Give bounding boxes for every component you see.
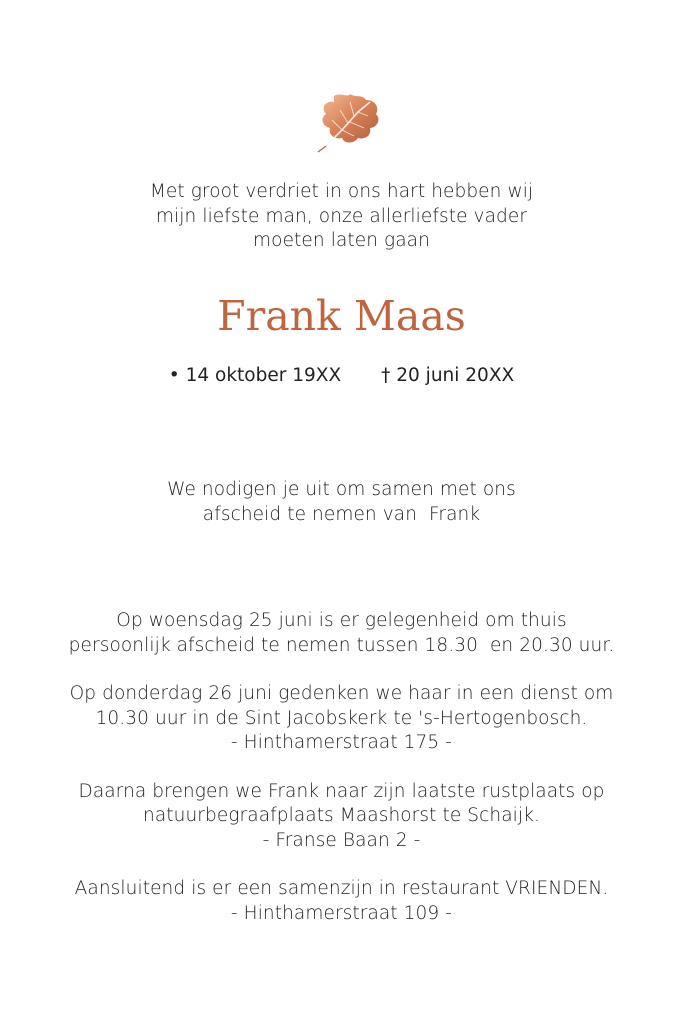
life-dates (0, 364, 683, 388)
intro-line-1: Met groot verdriet in ons hart hebben wij (149, 181, 534, 202)
reception-line-1: Aansluitend is er een samenzijn in restaurant VRIENDEN. (74, 878, 609, 899)
service-line-1: Op donderdag 26 juni gedenken we haar in een dienst om (69, 683, 614, 704)
invite-line-1: We nodigen je uit om samen met ons (167, 479, 516, 500)
deceased-name: Frank Maas (217, 292, 466, 340)
visit-line-2: persoonlijk afscheid te nemen tussen 18.30 en 20.30 uur. (68, 634, 615, 656)
visit-line-1: Op woensdag 25 juni is er gelegenheid om thuis (116, 610, 567, 631)
intro-line-2: mijn liefste man, onze allerliefste vader (155, 205, 528, 227)
birth-date: • 14 oktober 19XX (168, 365, 342, 386)
burial-line-2: natuurbegraafplaats Maashorst te Schaijk. (143, 805, 540, 826)
intro-text (0, 180, 683, 254)
reception-address: - Hinthamerstraat 109 - (230, 902, 453, 924)
paragraph-gap (0, 853, 683, 877)
burial-address: - Franse Baan 2 - (262, 829, 421, 851)
invite-line-2: afscheid te nemen van Frank (202, 503, 481, 525)
paragraph-gap (0, 756, 683, 780)
service-address: - Hinthamerstraat 175 - (230, 732, 453, 753)
service-line-2: 10.30 uur in de Sint Jacobskerk te 's-Hertogenbosch. (95, 707, 588, 729)
program-text (0, 609, 683, 926)
death-date: † 20 juni 20XX (381, 365, 515, 386)
invitation-text (0, 478, 683, 527)
leaf-icon (314, 90, 384, 154)
paragraph-gap (0, 658, 683, 682)
intro-line-3: moeten laten gaan (253, 230, 430, 251)
burial-line-1: Daarna brengen we Frank naar zijn laatste rustplaats op (78, 780, 605, 802)
